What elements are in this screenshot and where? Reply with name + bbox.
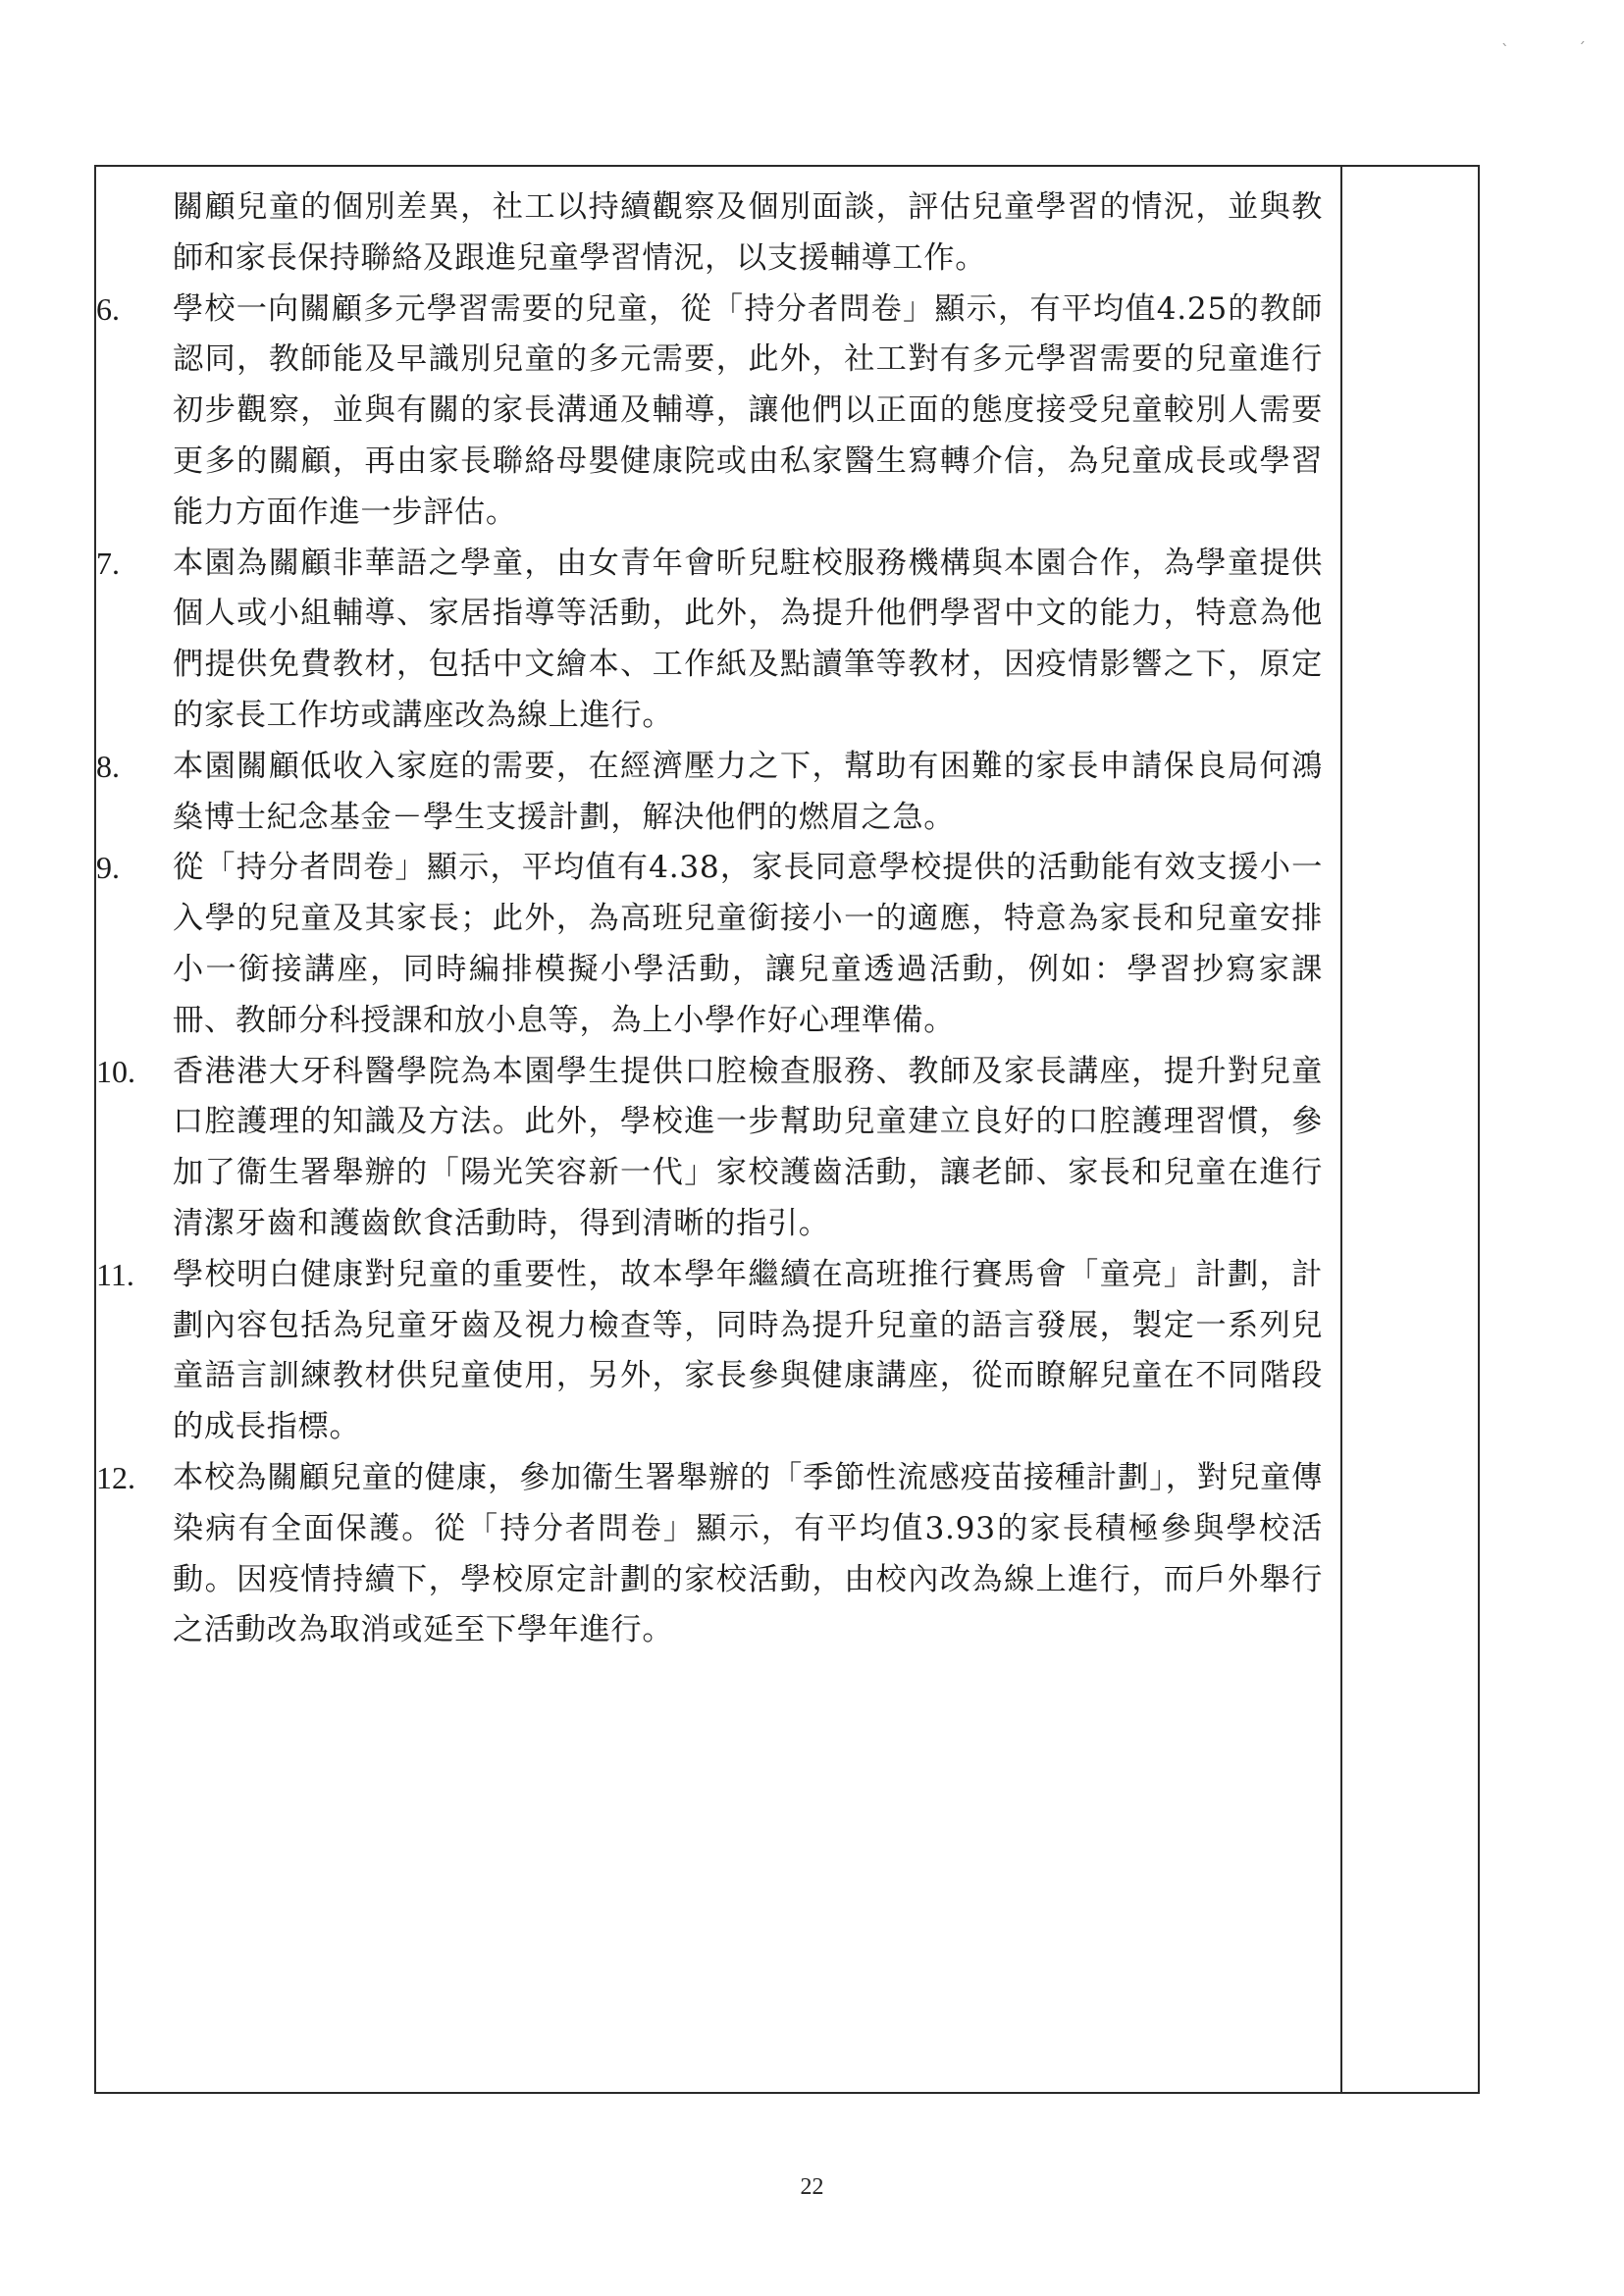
scan-mark: ˏ: [1578, 26, 1586, 44]
list-item: [96, 539, 1323, 742]
item-text: 本園關顧低收入家庭的需要，在經濟壓力之下，幫助有困難的家長申請保良局何鴻燊博士紀念基金－學生支援計劃，解決他們的燃眉之急。: [173, 748, 1323, 835]
list-item: [96, 285, 1323, 539]
item-text: 從「持分者問卷」顯示，平均值有4.38，家長同意學校提供的活動能有效支援小一入學的兒童及其家長；此外，為高班兒童銜接小一的適應，特意為家長和兒童安排小一銜接講座，同時編排模擬小學活動，讓兒童透過活動，例如：學習抄寫家課冊、教師分科授課和放小息等，為上小學作好心理準備。: [173, 850, 1323, 1038]
list-item: [96, 1453, 1323, 1656]
column-divider: [1340, 167, 1342, 2092]
page-number: 22: [800, 2174, 824, 2200]
item-text: 香港港大牙科醫學院為本園學生提供口腔檢查服務、教師及家長講座，提升對兒童口腔護理的知識及方法。此外，學校進一步幫助兒童建立良好的口腔護理習慣，參加了衞生署舉辦的「陽光笑容新一代」家校護齒活動，讓老師、家長和兒童在進行清潔牙齒和護齒飲食活動時，得到清晰的指引。: [173, 1053, 1323, 1241]
item-number: 7.: [96, 545, 120, 581]
continuation-paragraph: 關顧兒童的個別差異，社工以持續觀察及個別面談，評估兒童學習的情況，並與教師和家長保持聯絡及跟進兒童學習情況，以支援輔導工作。: [173, 189, 1323, 276]
main-column: [96, 167, 1340, 1656]
scan-mark: ˎ: [1501, 27, 1509, 46]
item-number: 11.: [96, 1256, 134, 1292]
list-item: [96, 742, 1323, 844]
content-table: [94, 165, 1480, 2094]
item-number: 6.: [96, 290, 120, 327]
item-number: 9.: [96, 850, 120, 886]
list-item: [96, 843, 1323, 1046]
item-text: 本園為關顧非華語之學童，由女青年會昕兒駐校服務機構與本園合作，為學童提供個人或小組輔導、家居指導等活動，此外，為提升他們學習中文的能力，特意為他們提供免費教材，包括中文繪本、工作紙及點讀筆等教材，因疫情影響之下，原定的家長工作坊或講座改為線上進行。: [173, 545, 1323, 733]
item-text: 學校明白健康對兒童的重要性，故本學年繼續在高班推行賽馬會「童亮」計劃，計劃內容包括為兒童牙齒及視力檢查等，同時為提升兒童的語言發展，製定一系列兒童語言訓練教材供兒童使用，另外，家長參與健康講座，從而瞭解兒童在不同階段的成長指標。: [173, 1256, 1323, 1445]
item-number: 12.: [96, 1459, 135, 1495]
item-number: 10.: [96, 1053, 135, 1089]
list-item: [96, 1047, 1323, 1250]
list-item: [96, 1250, 1323, 1453]
item-text: 學校一向關顧多元學習需要的兒童，從「持分者問卷」顯示，有平均值4.25的教師認同，教師能及早識別兒童的多元需要，此外，社工對有多元學習需要的兒童進行初步觀察，並與有關的家長溝通及輔導，讓他們以正面的態度接受兒童較別人需要更多的關顧，再由家長聯絡母嬰健康院或由私家醫生寫轉介信，為兒童成長或學習能力方面作進一步評估。: [173, 290, 1323, 530]
item-text: 本校為關顧兒童的健康，參加衞生署舉辦的「季節性流感疫苗接種計劃」，對兒童傳染病有全面保護。從「持分者問卷」顯示，有平均值3.93的家長積極參與學校活動。因疫情持續下，學校原定計劃的家校活動，由校內改為線上進行，而戶外舉行之活動改為取消或延至下學年進行。: [173, 1459, 1323, 1648]
item-number: 8.: [96, 748, 120, 784]
